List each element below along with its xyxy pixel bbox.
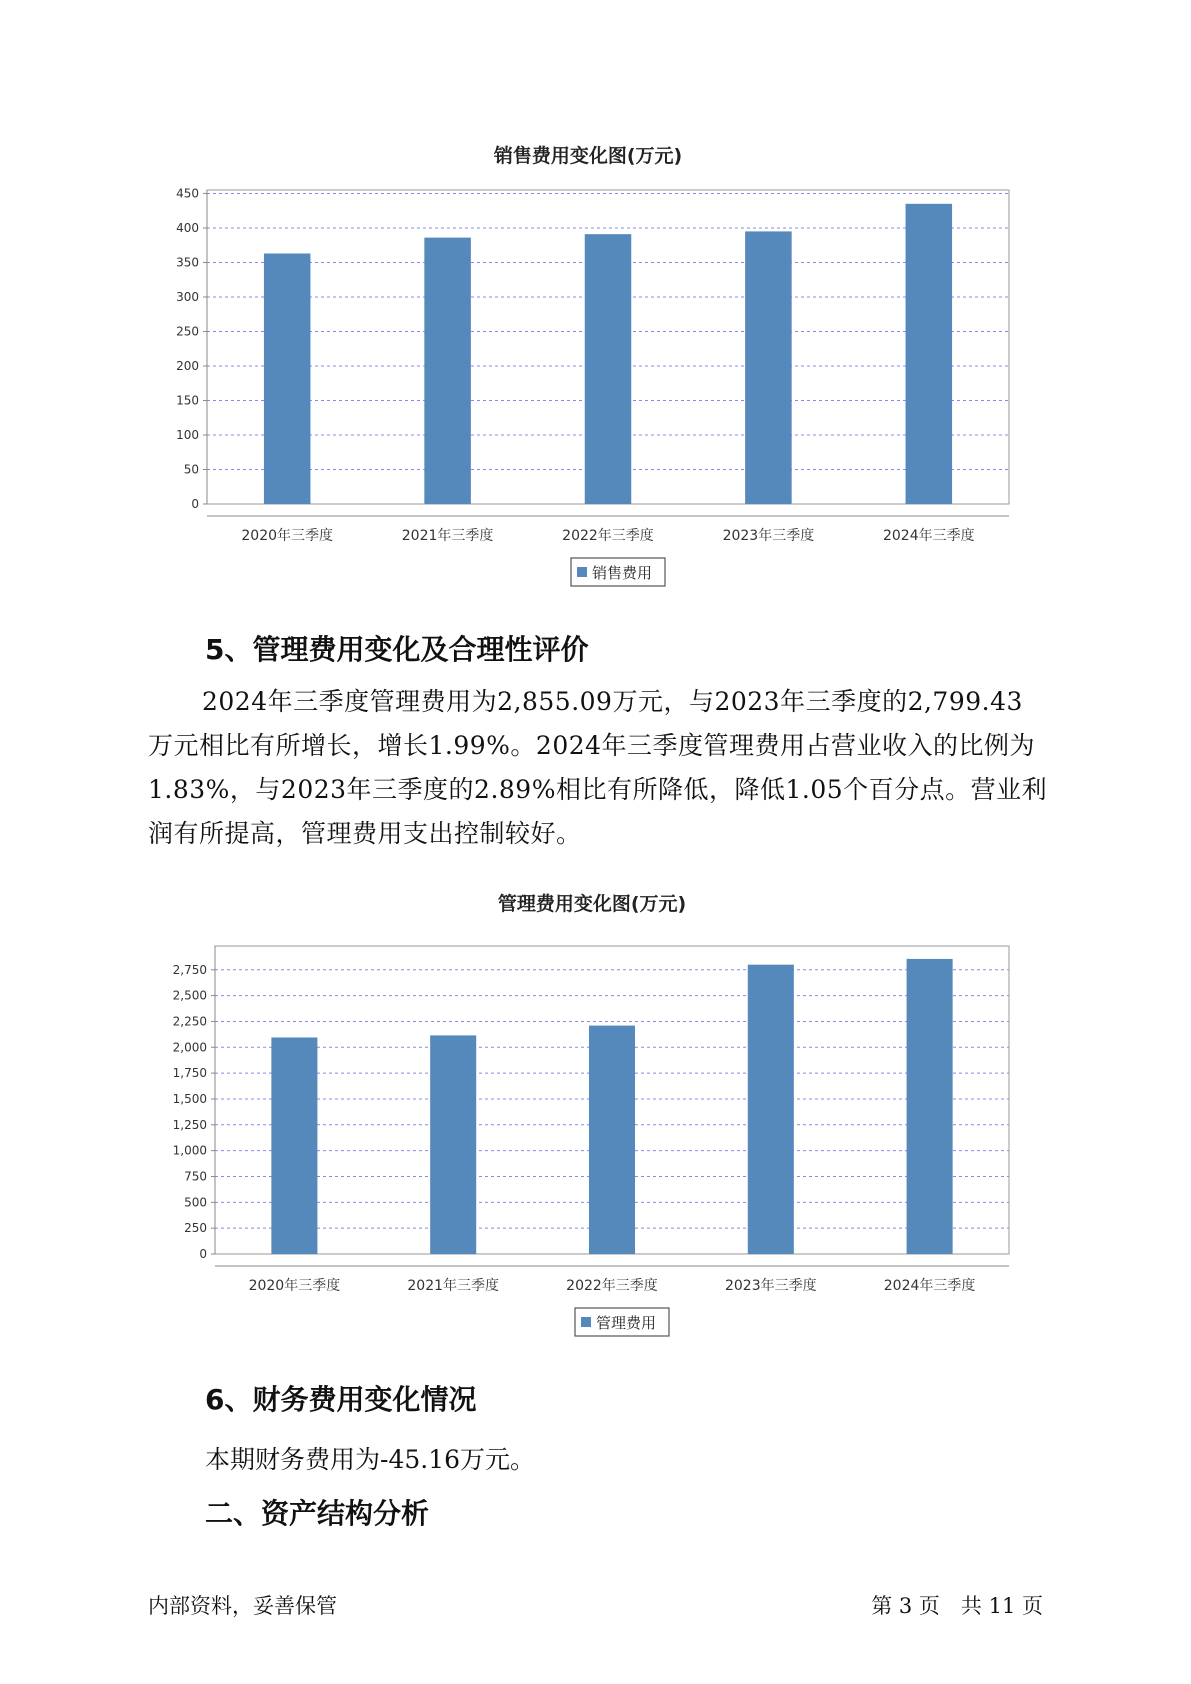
y-tick-label: 200 bbox=[176, 358, 199, 373]
y-tick-label: 350 bbox=[176, 255, 199, 270]
admin-expense-chart-svg bbox=[0, 878, 1191, 1348]
x-tick-label: 2022年三季度 bbox=[566, 1278, 658, 1294]
bar bbox=[745, 231, 792, 504]
y-tick-label: 2,500 bbox=[172, 988, 207, 1003]
y-tick-label: 450 bbox=[176, 186, 199, 201]
y-tick-label: 1,250 bbox=[172, 1117, 207, 1132]
y-tick-label: 2,750 bbox=[172, 962, 207, 977]
x-tick-label: 2021年三季度 bbox=[401, 528, 494, 544]
bar bbox=[264, 253, 311, 504]
legend-swatch bbox=[577, 567, 587, 577]
bar bbox=[585, 234, 632, 504]
y-tick-label: 1,750 bbox=[172, 1066, 207, 1081]
section-5-heading: 5、管理费用变化及合理性评价 bbox=[205, 633, 589, 666]
section-6-paragraph: 本期财务费用为-45.16万元。 bbox=[205, 1445, 536, 1474]
legend-label: 管理费用 bbox=[596, 1314, 657, 1332]
y-tick-label: 0 bbox=[199, 1247, 207, 1261]
section-5-paragraph: 2024年三季度管理费用为2,855.09万元，与2023年三季度的2,799.43万元相比有所增长，增长1.99%。2024年三季度管理费用占营业收入的比例为1.83%，与2023年三季度的2.89%相比有所降低，降低1.05个百分点。营业利润有所提高，管理费用支出控制较好。 bbox=[148, 687, 1048, 848]
sales-expense-chart-svg bbox=[0, 130, 1191, 600]
x-tick-label: 2024年三季度 bbox=[883, 1278, 976, 1294]
x-tick-label: 2020年三季度 bbox=[241, 528, 334, 544]
y-tick-label: 100 bbox=[176, 427, 199, 442]
x-tick-label: 2024年三季度 bbox=[882, 528, 975, 544]
x-tick-label: 2020年三季度 bbox=[248, 1278, 341, 1294]
chart-title: 销售费用变化图(万元) bbox=[493, 145, 683, 167]
admin-expense-chart bbox=[0, 878, 1191, 1348]
footer-confidential: 内部资料，妥善保管 bbox=[148, 1594, 337, 1618]
bar bbox=[271, 1037, 317, 1254]
section-6-heading: 6、财务费用变化情况 bbox=[205, 1383, 477, 1416]
section-2-heading: 二、资产结构分析 bbox=[205, 1497, 430, 1530]
x-tick-label: 2022年三季度 bbox=[562, 528, 654, 544]
bar bbox=[424, 238, 471, 504]
y-tick-label: 2,000 bbox=[172, 1040, 207, 1055]
y-tick-label: 750 bbox=[184, 1169, 207, 1184]
bar bbox=[430, 1035, 476, 1254]
y-tick-label: 300 bbox=[176, 289, 199, 304]
x-tick-label: 2023年三季度 bbox=[724, 1278, 817, 1294]
legend-label: 销售费用 bbox=[592, 564, 653, 582]
y-tick-label: 2,250 bbox=[172, 1014, 207, 1029]
footer-page-number: 第 3 页 共 11 页 bbox=[871, 1594, 1043, 1618]
x-tick-label: 2021年三季度 bbox=[407, 1278, 500, 1294]
y-tick-label: 0 bbox=[191, 497, 199, 511]
bar bbox=[906, 204, 953, 504]
legend-swatch bbox=[581, 1317, 591, 1327]
chart-title: 管理费用变化图(万元) bbox=[497, 893, 687, 915]
y-tick-label: 50 bbox=[183, 462, 199, 477]
y-tick-label: 500 bbox=[184, 1195, 207, 1210]
y-tick-label: 150 bbox=[176, 393, 199, 408]
y-tick-label: 1,000 bbox=[172, 1143, 207, 1158]
bar bbox=[589, 1026, 635, 1254]
bar bbox=[748, 965, 794, 1254]
x-tick-label: 2023年三季度 bbox=[722, 528, 815, 544]
sales-expense-chart bbox=[0, 130, 1191, 600]
y-tick-label: 250 bbox=[184, 1221, 207, 1236]
y-tick-label: 400 bbox=[176, 220, 199, 235]
y-tick-label: 1,500 bbox=[172, 1091, 207, 1106]
bar bbox=[907, 959, 953, 1254]
y-tick-label: 250 bbox=[176, 324, 199, 339]
